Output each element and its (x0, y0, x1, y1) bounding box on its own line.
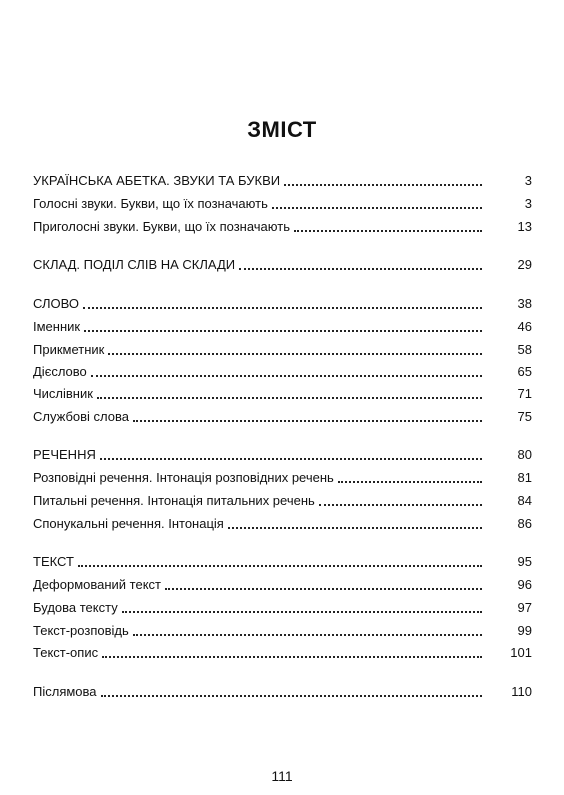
toc-entry-page: 58 (517, 342, 532, 357)
dot-leader (165, 588, 482, 590)
toc-entry-page: 101 (510, 645, 532, 660)
toc-entry-page: 13 (517, 219, 532, 234)
toc-entry (33, 292, 532, 312)
toc-entry-page: 75 (517, 409, 532, 424)
toc-entry (33, 192, 532, 212)
dot-leader (338, 481, 482, 483)
toc-entry-page: 3 (524, 173, 532, 188)
toc-entry-label: Деформований текст (33, 577, 161, 592)
dot-leader (284, 184, 482, 186)
toc-entry (33, 338, 532, 358)
toc-entry-page: 3 (524, 196, 532, 211)
dot-leader (294, 230, 482, 232)
toc-entry-label: Службові слова (33, 409, 129, 424)
dot-leader (122, 611, 482, 613)
toc-entry (33, 619, 532, 639)
toc-entry (33, 382, 532, 402)
page-number: 111 (271, 768, 293, 784)
toc-entry-page: 29 (517, 257, 532, 272)
toc-entry-label: СЛОВО (33, 296, 79, 311)
toc-entry (33, 253, 532, 273)
toc-entry-label: Спонукальні речення. Інтонація (33, 516, 224, 531)
toc-entry (33, 641, 532, 661)
toc-entry-label: УКРАЇНСЬКА АБЕТКА. ЗВУКИ ТА БУКВИ (33, 173, 281, 188)
toc-entry-page: 96 (517, 577, 532, 592)
toc-entry-label: ТЕКСТ (33, 554, 74, 569)
toc-entry-label: Текст-розповідь (33, 623, 129, 638)
dot-leader (133, 634, 482, 636)
dot-leader (239, 268, 482, 270)
toc-entry (33, 489, 532, 509)
dot-leader (102, 656, 482, 658)
toc-entry-label: Голосні звуки. Букви, що їх позначають (33, 196, 268, 211)
toc-entry-page: 95 (517, 554, 532, 569)
contents-title: ЗМІСТ (247, 117, 317, 142)
toc-entry-page: 99 (517, 623, 532, 638)
toc-entry-page: 81 (517, 470, 532, 485)
toc-entry-page: 84 (517, 493, 532, 508)
toc-entry-page: 80 (517, 447, 532, 462)
toc-entry-label: Іменник (33, 319, 81, 334)
dot-leader (108, 353, 482, 355)
toc-entry-page: 97 (517, 600, 532, 615)
toc-entry (33, 573, 532, 593)
toc-entry (33, 360, 532, 380)
dot-leader (319, 504, 482, 506)
table-of-contents (33, 0, 532, 795)
toc-entry-page: 71 (517, 386, 532, 401)
toc-entry-label: Дієслово (33, 364, 87, 379)
toc-entry-label: Будова тексту (33, 600, 118, 615)
dot-leader (272, 207, 482, 209)
dot-leader (228, 527, 482, 529)
toc-entry-page: 65 (517, 364, 532, 379)
dot-leader (91, 375, 482, 377)
toc-entry (33, 680, 532, 700)
toc-entry-page: 46 (517, 319, 532, 334)
dot-leader (101, 695, 482, 697)
toc-entry (33, 596, 532, 616)
toc-entry (33, 512, 532, 532)
toc-entry-label: СКЛАД. ПОДІЛ СЛІВ НА СКЛАДИ (33, 257, 236, 272)
dot-leader (83, 307, 482, 309)
toc-entry (33, 405, 532, 425)
toc-entry (33, 443, 532, 463)
toc-entry-page: 38 (517, 296, 532, 311)
toc-entry (33, 215, 532, 235)
toc-entry-label: Прикметник (33, 342, 105, 357)
toc-entry (33, 466, 532, 486)
toc-entry-label: Післямова (33, 684, 97, 699)
toc-entry (33, 550, 532, 570)
toc-entry (33, 169, 532, 189)
toc-entry-label: Питальні речення. Інтонація питальних речень (33, 493, 315, 508)
toc-entry-label: Числівник (33, 386, 93, 401)
toc-entry-label: Текст-опис (33, 645, 99, 660)
dot-leader (100, 458, 482, 460)
dot-leader (133, 420, 482, 422)
toc-entry (33, 315, 532, 335)
dot-leader (97, 397, 482, 399)
toc-entry-page: 110 (511, 684, 532, 699)
toc-entry-label: Приголосні звуки. Букви, що їх позначають (33, 219, 290, 234)
toc-entry-page: 86 (517, 516, 532, 531)
dot-leader (84, 330, 482, 332)
dot-leader (78, 565, 482, 567)
toc-entry-label: РЕЧЕННЯ (33, 447, 96, 462)
toc-entry-label: Розповідні речення. Інтонація розповідних речень (33, 470, 334, 485)
